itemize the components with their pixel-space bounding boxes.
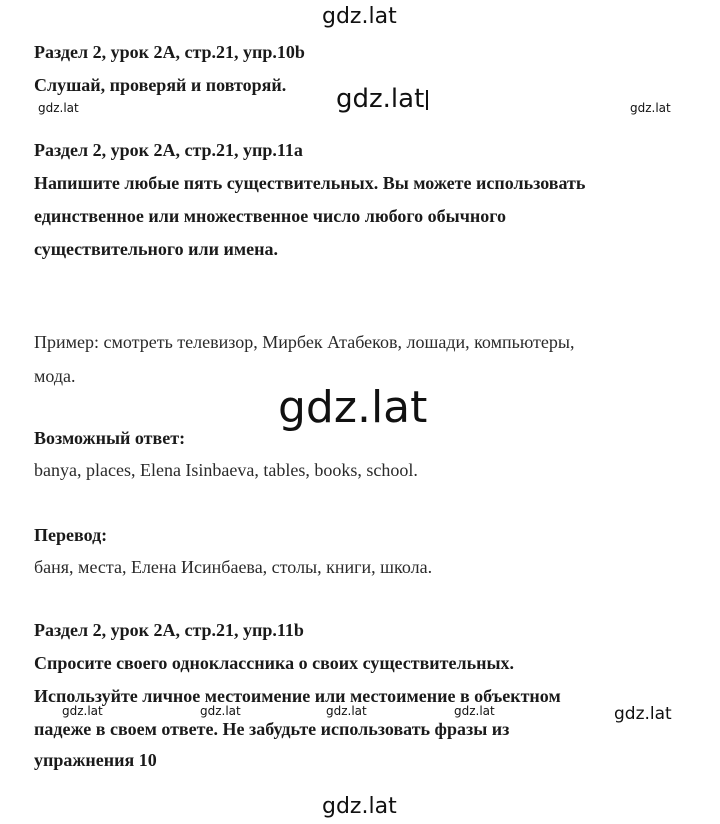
section-3-task-line-1: Спросите своего одноклассника о своих существительных.	[34, 653, 515, 673]
translation-label: Перевод:	[34, 525, 108, 545]
watermark-lower-1: gdz.lat	[62, 704, 103, 718]
section-3-heading: Раздел 2, урок 2А, стр.21, упр.11b	[34, 620, 304, 640]
section-2-task-line-1: Напишите любые пять существительных. Вы можете использовать	[34, 173, 586, 193]
translation-text: баня, места, Елена Исинбаева, столы, книги, школа.	[34, 557, 433, 577]
answer-text: banya, places, Elena Isinbaeva, tables, books, school.	[34, 460, 418, 480]
watermark-small-left: gdz.lat	[38, 101, 79, 115]
watermark-line2-large: gdz.lat	[336, 84, 428, 114]
text-cursor-mark	[426, 90, 428, 110]
section-2-task-line-3: существительного или имена.	[34, 239, 278, 259]
section-2-heading: Раздел 2, урок 2А, стр.21, упр.11a	[34, 140, 303, 160]
watermark-lower-2: gdz.lat	[200, 704, 241, 718]
section-1-heading: Раздел 2, урок 2А, стр.21, упр.10b	[34, 42, 305, 62]
section-3-task-line-3: падеже в своем ответе. Не забудьте использовать фразы из	[34, 719, 510, 739]
watermark-top: gdz.lat	[322, 4, 397, 29]
watermark-bottom: gdz.lat	[322, 794, 397, 819]
watermark-center-big: gdz.lat	[278, 382, 428, 433]
watermark-lower-4: gdz.lat	[454, 704, 495, 718]
section-2-example-line-1: Пример: смотреть телевизор, Мирбек Атабеков, лошади, компьютеры,	[34, 332, 575, 352]
section-1-task: Слушай, проверяй и повторяй.	[34, 75, 287, 95]
section-2-example-line-2: мода.	[34, 366, 76, 386]
watermark-lower-3: gdz.lat	[326, 704, 367, 718]
watermark-lower-right: gdz.lat	[614, 704, 672, 724]
watermark-small-right: gdz.lat	[630, 101, 671, 115]
section-3-task-line-2: Используйте личное местоимение или местоимение в объектном	[34, 686, 561, 706]
answer-label: Возможный ответ:	[34, 428, 186, 448]
section-3-task-line-4: упражнения 10	[34, 750, 157, 770]
section-2-task-line-2: единственное или множественное число любого обычного	[34, 206, 506, 226]
